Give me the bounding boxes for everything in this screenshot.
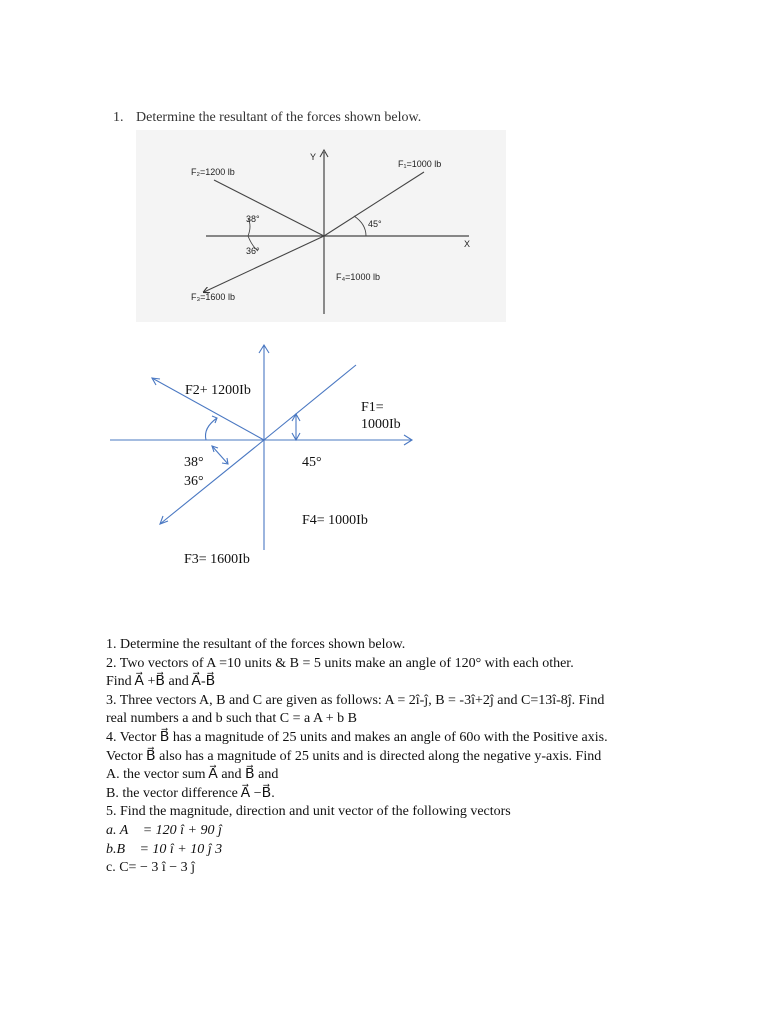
angle-38-label: 38° xyxy=(184,455,204,470)
question-line: 2. Two vectors of A =10 units & B = 5 units make an angle of 120° with each other. xyxy=(106,655,574,671)
force-f2-line xyxy=(214,180,324,236)
angle-45-label: 45° xyxy=(302,455,322,470)
f1-label-line2: 1000Ib xyxy=(361,417,401,432)
force-f1-line xyxy=(264,365,356,440)
y-axis-label: Y xyxy=(310,152,317,162)
question-line: Find A⃗ +B⃗ and A⃗-B⃗ xyxy=(106,674,216,690)
force-f3-line xyxy=(204,236,324,292)
question-line: 4. Vector B⃗ has a magnitude of 25 units and makes an angle of 60o with the Positive axis. xyxy=(106,729,608,745)
force-diagram-redrawn xyxy=(100,340,430,580)
f2-label: F2+ 1200Ib xyxy=(185,383,251,398)
x-axis-label: X xyxy=(464,239,471,249)
question-line: 3. Three vectors A, B and C are given as follows: A = 2î-ĵ, B = -3î+2ĵ and C=13î-8ĵ. Find xyxy=(106,692,605,708)
question-line: a. A⃗ = 120 î + 90 ĵ xyxy=(106,822,222,838)
f2-label: F₂=1200 lb xyxy=(191,167,235,177)
angle-arrow-36 xyxy=(212,446,228,464)
f4-label: F₄=1000 lb xyxy=(336,272,380,282)
question-line: b.B⃗ = 10 î + 10 ĵ 3 xyxy=(106,841,223,857)
question-line: real numbers a and b such that C = a A + b B xyxy=(106,711,358,727)
question-line: A. the vector sum A⃗ and B⃗ and xyxy=(106,767,279,783)
question-text: Determine the resultant of the forces shown below. xyxy=(136,110,422,125)
force-f3-line xyxy=(160,440,264,524)
angle-arc-45 xyxy=(354,216,366,236)
f1-label-line1: F1= xyxy=(361,400,384,415)
question-line: 5. Find the magnitude, direction and unit vector of the following vectors xyxy=(106,804,511,820)
f3-label: F3= 1600Ib xyxy=(184,552,250,567)
force-diagram-scanned xyxy=(136,130,506,322)
f4-label: F4= 1000Ib xyxy=(302,513,368,528)
question-list xyxy=(106,636,706,878)
angle-36-label: 36° xyxy=(184,474,204,489)
angle-45-label: 45° xyxy=(368,219,382,229)
angle-38-label: 38° xyxy=(246,214,260,224)
angle-36-label: 36° xyxy=(246,246,260,256)
question-line: B. the vector difference A⃗ −B⃗. xyxy=(106,785,275,801)
question-line: c. C= − 3 î − 3 ĵ xyxy=(106,860,196,876)
question-1-heading xyxy=(113,110,421,126)
question-line: Vector B⃗ also has a magnitude of 25 units and is directed along the negative y-axis. Find xyxy=(106,748,602,764)
f1-label: F₁=1000 lb xyxy=(398,159,442,169)
f3-label: F₃=1600 lb xyxy=(191,292,235,302)
question-number: 1. xyxy=(113,110,124,125)
question-line: 1. Determine the resultant of the forces shown below. xyxy=(106,637,406,652)
